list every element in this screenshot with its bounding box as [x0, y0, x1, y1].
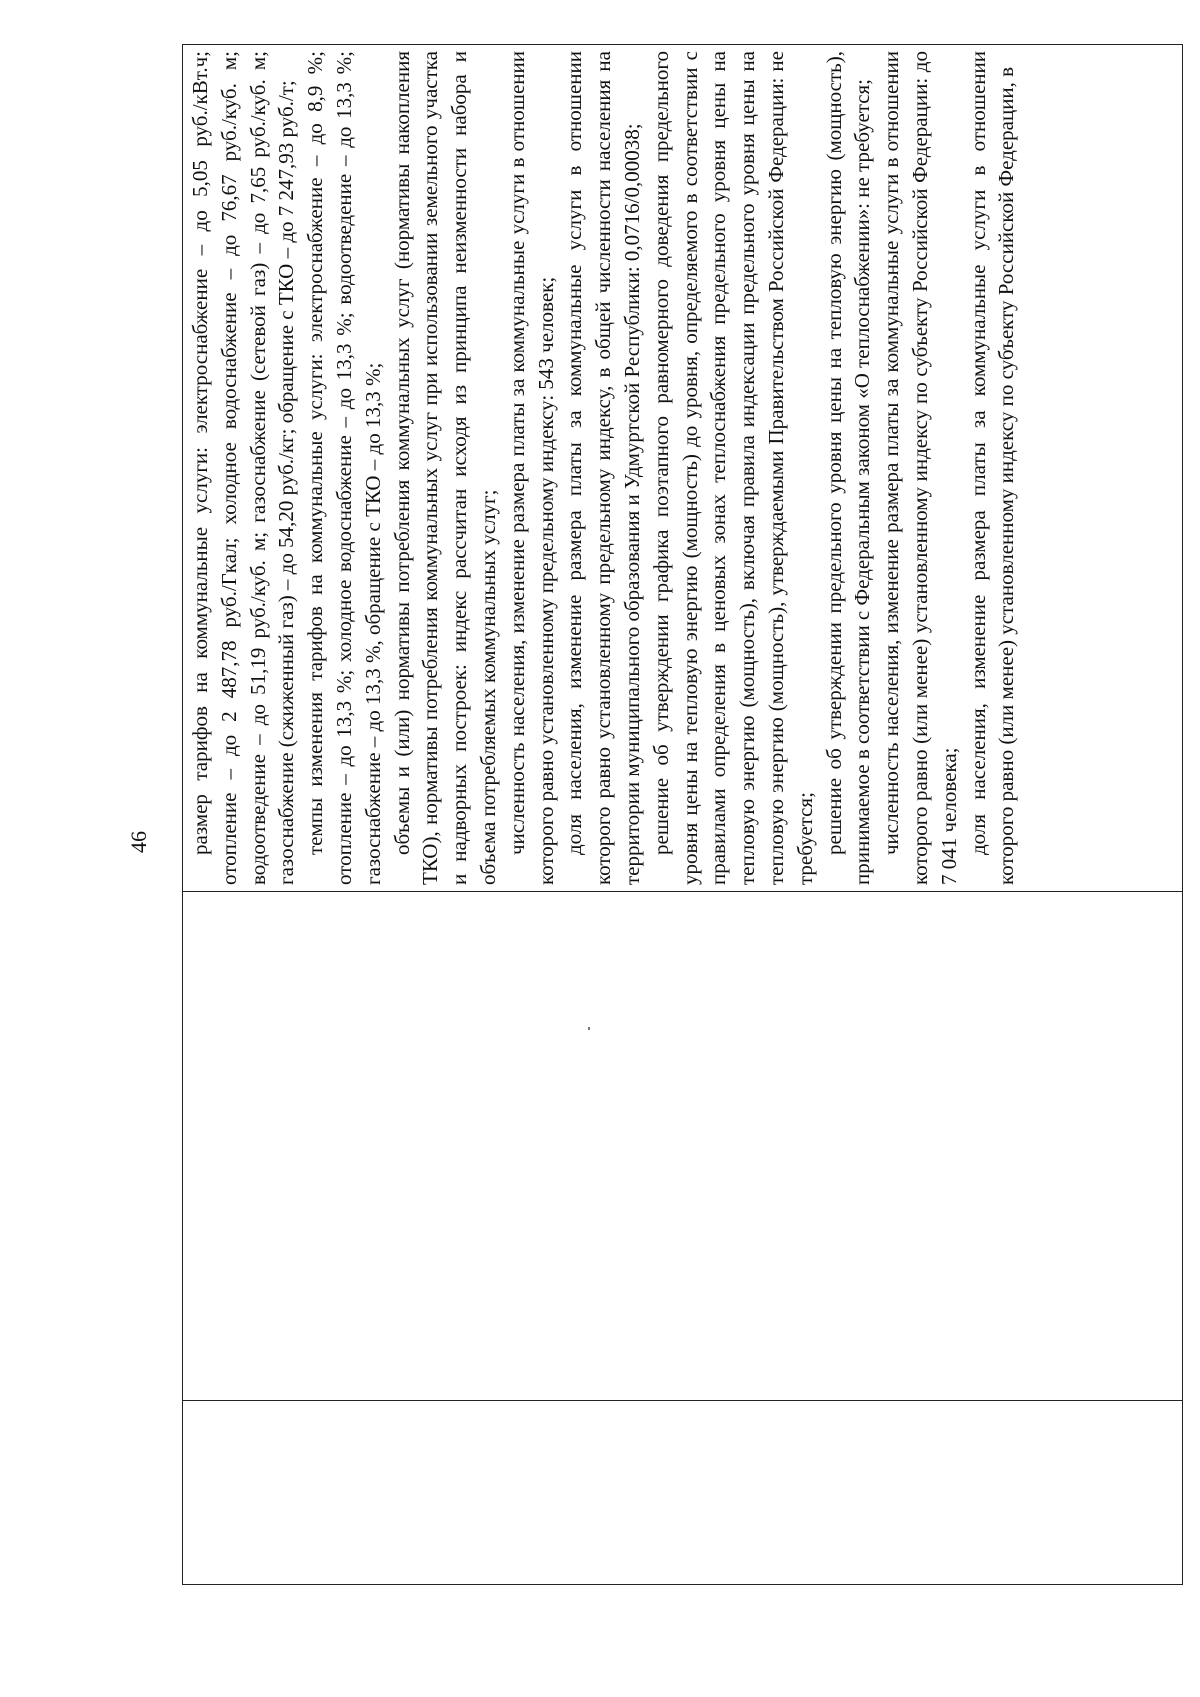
paragraph-population-share-below-index: доля населения, изменение размера платы за коммунальные услуги в отношении которого равно (или менее) установленному индексу по субъекту Российской Федерации, в: [965, 51, 1019, 885]
paragraph-heat-price-limit: решение об утверждении предельного уровня цены на тепловую энергию (мощность), принимаемое в соответствии с Федеральным законом «О теплоснабжении»: не требуется;: [821, 51, 875, 885]
paragraph-population-below-index: численность населения, изменение размера платы за коммунальные услуги в отношении которого равно (или менее) установленному индексу по субъекту Российской Федерации: до 7 041 человека;: [879, 51, 961, 885]
paragraph-population-share: доля населения, изменение размера платы за коммунальные услуги в отношении которого равно установленному предельному индексу, в общей численности населения на территории муниципального образования и Удмуртской Республики: 0,0716/0,00038;: [562, 51, 644, 885]
paragraph-tariff-rates: темпы изменения тарифов на коммунальные услуги: электроснабжение – до 8,9 %; отопление – до 13,3 %; холодное водоснабжение – до 13,3 %; водоотведение – до 13,3 %; газоснабжение – до 13,3 %, обращение с ТКО – до 13,3 %;: [303, 51, 385, 885]
table-cell-text: [183, 45, 1182, 891]
document-table: [182, 44, 1183, 1585]
paragraph-tariff-sizes: размер тарифов на коммунальные услуги: электроснабжение – до 5,05 руб./кВт.ч; отопление – до 2 487,78 руб./Гкал; холодное водоснабжение – до 76,67 руб./куб. м; водоотведение – до 51,19 руб./куб. м; газоснабжение (сетевой газ) – до 7,65 руб./куб. м; газоснабжение (сжиженный газ) – до 54,20 руб./кг; обращение с ТКО – до 7 247,93 руб./т;: [188, 51, 299, 885]
rotated-table-region: [182, 44, 1183, 1585]
paragraph-consumption-volumes: объемы и (или) нормативы потребления коммунальных услуг (нормативы накопления ТКО), нормативы потребления коммунальных услуг при использовании земельного участка и надворных построек: индекс рассчитан исходя из принципа неизменности набора и объема потребляемых коммунальных услуг;: [389, 51, 500, 885]
paragraph-heat-price-schedule: решение об утверждении графика поэтапного равномерного доведения предельного уровня цены на тепловую энергию (мощность) до уровня, определяемого в соответствии с правилами определения в ценовых зонах теплоснабжения предельного уровня цены на тепловую энергию (мощность), включая правила индексации предельного уровня цены на тепловую энергию (мощность), утверждаемыми Правительством Российской Федерации: не требуется;: [648, 51, 817, 885]
table-cell-empty-second: [183, 891, 1182, 1400]
table-cell-empty-first: [183, 1400, 1182, 1584]
paragraph-population-count: численность населения, изменение размера платы за коммунальные услуги в отношении которого равно установленному предельному индексу: 543 человек;: [504, 51, 558, 885]
scan-speck: [588, 1027, 590, 1030]
page-number: 46: [126, 831, 151, 853]
